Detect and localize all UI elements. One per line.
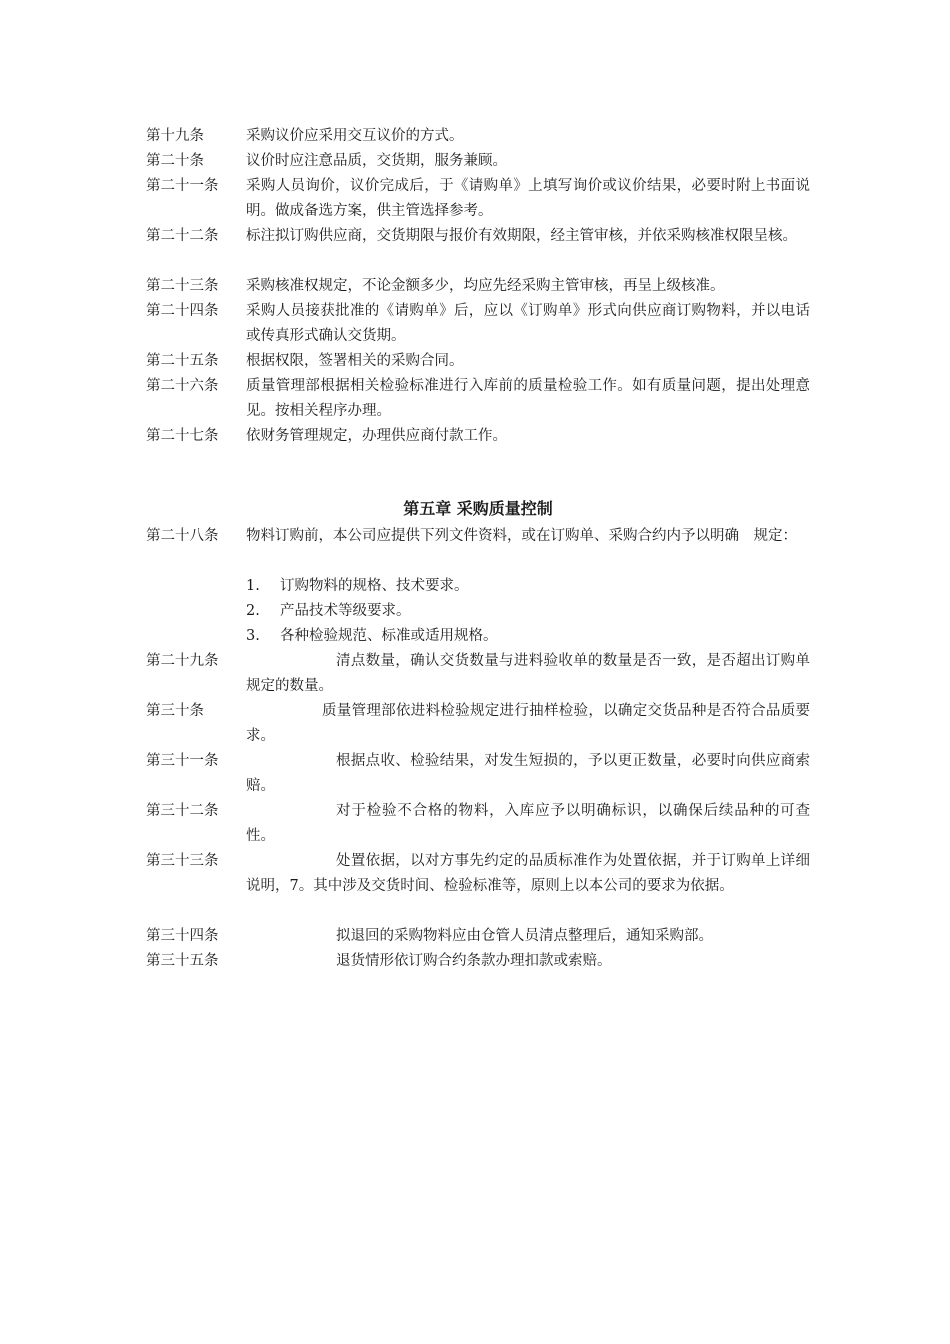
article-text: 对于检验不合格的物料，入库应予以明确标识，以确保后续品种的可查性。	[246, 803, 810, 844]
article-text: 质量管理部根据相关检验标准进行入库前的质量检验工作。如有质量问题，提出处理意见。按相关程序办理。	[246, 378, 810, 419]
article-number: 第二十六条	[146, 378, 219, 394]
article-text: 采购核准权规定，不论金额多少，均应先经采购主管审核，再呈上级核准。	[246, 278, 725, 294]
article-27	[146, 424, 810, 449]
article-text: 清点数量，确认交货数量与进料验收单的数量是否一致，是否超出订购单规定的数量。	[246, 653, 810, 694]
article-24	[146, 299, 810, 349]
list-item-index: 3.	[246, 628, 260, 644]
article-text: 根据权限，签署相关的采购合同。	[246, 353, 464, 369]
list-item-text: 订购物料的规格、技术要求。	[280, 578, 469, 594]
article-text: 物料订购前，本公司应提供下列文件资料，或在订购单、采购合约内予以明确 规定：	[246, 528, 797, 544]
article-31	[146, 749, 810, 799]
article-19	[146, 124, 810, 149]
article-text: 采购人员询价，议价完成后，于《请购单》上填写询价或议价结果，必要时附上书面说明。做成备选方案，供主管选择参考。	[246, 178, 810, 219]
article-text: 标注拟订购供应商，交货期限与报价有效期限，经主管审核，并依采购核准权限呈核。	[246, 228, 797, 244]
article-number: 第三十二条	[146, 803, 219, 819]
article-26	[146, 374, 810, 424]
article-text: 处置依据，以对方事先约定的品质标准作为处置依据，并于订购单上详细说明，7。其中涉及交货时间、检验标准等，原则上以本公司的要求为依据。	[246, 853, 810, 894]
list-item-text: 产品技术等级要求。	[280, 603, 411, 619]
article-number: 第二十三条	[146, 278, 219, 294]
article-text: 质量管理部依进料检验规定进行抽样检验，以确定交货品种是否符合品质要求。	[246, 703, 810, 744]
article-22	[146, 224, 810, 249]
article-23	[146, 274, 810, 299]
article-30	[146, 699, 810, 749]
article-number: 第三十三条	[146, 853, 219, 869]
article-number: 第二十一条	[146, 178, 219, 194]
article-20	[146, 149, 810, 174]
list-item	[246, 624, 498, 649]
article-number: 第二十七条	[146, 428, 219, 444]
article-number: 第二十条	[146, 153, 204, 169]
article-text: 议价时应注意品质，交货期，服务兼顾。	[246, 153, 507, 169]
article-number: 第二十五条	[146, 353, 219, 369]
article-text: 采购人员接获批准的《请购单》后，应以《订购单》形式向供应商订购物料，并以电话或传真形式确认交货期。	[246, 303, 810, 344]
article-21	[146, 174, 810, 224]
article-33	[146, 849, 810, 899]
article-34	[146, 924, 810, 949]
list-item-index: 1.	[246, 578, 260, 594]
article-32	[146, 799, 810, 849]
article-number: 第二十二条	[146, 228, 219, 244]
article-25	[146, 349, 810, 374]
article-28	[146, 524, 810, 549]
article-number: 第十九条	[146, 128, 204, 144]
article-number: 第二十四条	[146, 303, 219, 319]
article-number: 第三十四条	[146, 928, 219, 944]
article-text: 根据点收、检验结果，对发生短损的，予以更正数量，必要时向供应商索赔。	[246, 753, 810, 794]
article-29	[146, 649, 810, 699]
article-text: 依财务管理规定，办理供应商付款工作。	[246, 428, 507, 444]
article-text: 采购议价应采用交互议价的方式。	[246, 128, 464, 144]
chapter-title: 第五章 采购质量控制	[403, 499, 553, 518]
list-item	[246, 574, 469, 599]
article-text: 拟退回的采购物料应由仓管人员清点整理后，通知采购部。	[336, 928, 713, 944]
list-item	[246, 599, 411, 624]
article-number: 第二十八条	[146, 528, 219, 544]
article-number: 第二十九条	[146, 653, 219, 669]
list-item-index: 2.	[246, 603, 260, 619]
article-number: 第三十一条	[146, 753, 219, 769]
article-35	[146, 949, 810, 974]
article-text: 退货情形依订购合约条款办理扣款或索赔。	[336, 953, 612, 969]
article-number: 第三十条	[146, 703, 204, 719]
list-item-text: 各种检验规范、标准或适用规格。	[280, 628, 498, 644]
article-number: 第三十五条	[146, 953, 219, 969]
